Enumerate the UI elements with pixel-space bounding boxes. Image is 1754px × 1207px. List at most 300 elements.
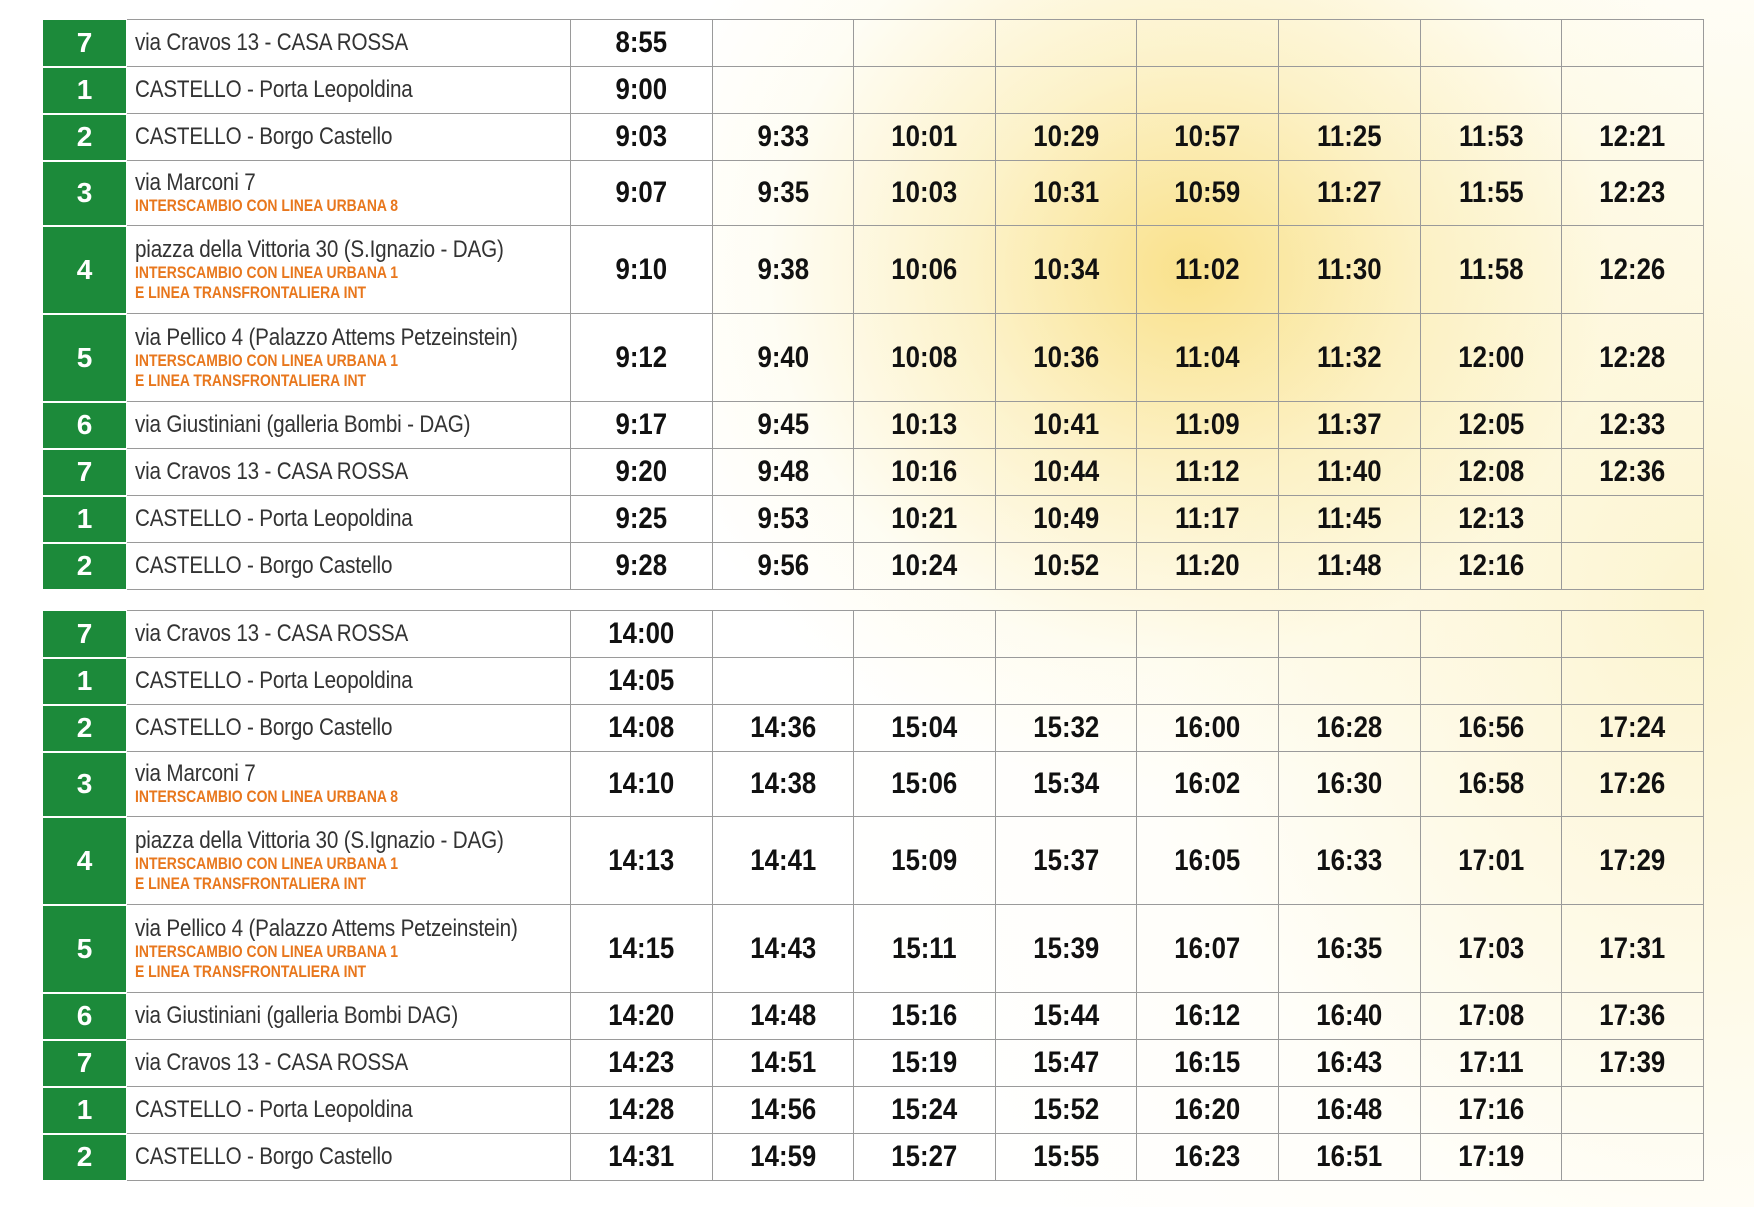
departure-time-cell [571, 496, 713, 543]
stop-cell [127, 658, 571, 705]
departure-time-cell [571, 993, 713, 1040]
table-row [43, 496, 1704, 543]
departure-time-cell [1278, 226, 1420, 314]
departure-time: 11:45 [1316, 502, 1382, 535]
timetable-morning-body [43, 20, 1704, 590]
departure-time-cell [712, 1040, 854, 1087]
departure-time: 16:30 [1316, 767, 1383, 800]
departure-time-cell [995, 817, 1137, 905]
departure-time: 11:27 [1316, 176, 1382, 209]
departure-time-cell [1420, 658, 1562, 705]
departure-time: 11:58 [1458, 252, 1524, 286]
departure-time-cell [854, 611, 996, 658]
departure-time: 17:39 [1599, 1046, 1666, 1079]
departure-time-cell [1278, 20, 1420, 67]
departure-time: 10:31 [1033, 176, 1100, 209]
stop-name: CASTELLO - Porta Leopoldina [135, 76, 413, 103]
departure-time-cell [712, 543, 854, 590]
stop-cell [127, 752, 571, 817]
departure-time-cell [995, 402, 1137, 449]
departure-time: 9:53 [757, 502, 809, 535]
table-row [43, 752, 1704, 817]
stop-name: via Giustiniani (galleria Bombi - DAG) [135, 411, 471, 438]
departure-time: 14:15 [608, 931, 675, 965]
departure-time: 16:51 [1316, 1140, 1383, 1173]
departure-time-cell [1562, 543, 1704, 590]
table-row [43, 1134, 1704, 1181]
departure-time: 9:10 [615, 252, 668, 286]
departure-time: 10:49 [1033, 502, 1100, 535]
departure-time: 10:41 [1033, 408, 1100, 441]
stop-number-badge: 5 [43, 314, 127, 402]
departure-time: 10:59 [1174, 176, 1241, 209]
departure-time-cell [571, 752, 713, 817]
departure-time: 11:09 [1175, 408, 1240, 441]
departure-time: 15:52 [1033, 1093, 1100, 1126]
departure-time: 11:30 [1316, 252, 1382, 286]
interchange-note: INTERSCAMBIO CON LINEA URBANA 1 [135, 853, 399, 873]
departure-time: 17:26 [1599, 767, 1666, 800]
stop-cell [127, 1134, 571, 1181]
departure-time: 11:20 [1175, 549, 1240, 582]
stop-number-badge: 4 [43, 226, 127, 314]
departure-time-cell [712, 226, 854, 314]
stop-number-badge: 1 [43, 496, 127, 543]
departure-time-cell [571, 611, 713, 658]
departure-time: 16:56 [1457, 711, 1524, 744]
departure-time-cell [1562, 161, 1704, 226]
stop-cell [127, 20, 571, 67]
stop-name: via Cravos 13 - CASA ROSSA [135, 458, 409, 485]
departure-time-cell [1278, 114, 1420, 161]
departure-time-cell [1278, 543, 1420, 590]
departure-time: 10:29 [1033, 120, 1100, 153]
departure-time-cell [571, 20, 713, 67]
departure-time-cell [1278, 496, 1420, 543]
departure-time: 16:28 [1316, 711, 1383, 744]
stop-cell [127, 449, 571, 496]
departure-time-cell [1278, 1134, 1420, 1181]
departure-time-cell [712, 993, 854, 1040]
table-row [43, 611, 1704, 658]
departure-time-cell [1137, 543, 1279, 590]
departure-time: 9:20 [615, 455, 668, 488]
departure-time: 10:16 [891, 455, 958, 488]
departure-time-cell [1137, 1087, 1279, 1134]
departure-time-cell [854, 1040, 996, 1087]
table-row [43, 705, 1704, 752]
departure-time-cell [571, 114, 713, 161]
table-row [43, 658, 1704, 705]
table-row [43, 402, 1704, 449]
departure-time-cell [1137, 114, 1279, 161]
departure-time: 14:23 [608, 1046, 675, 1079]
stop-name: via Pellico 4 (Palazzo Attems Petzeinstein) [135, 323, 518, 351]
departure-time: 17:19 [1457, 1140, 1524, 1173]
departure-time: 9:17 [615, 408, 668, 441]
departure-time: 17:16 [1457, 1093, 1524, 1126]
departure-time-cell [1420, 1087, 1562, 1134]
departure-time-cell [1137, 20, 1279, 67]
departure-time-cell [995, 905, 1137, 993]
departure-time: 12:16 [1457, 549, 1524, 582]
departure-time-cell [995, 314, 1137, 402]
table-row [43, 449, 1704, 496]
departure-time-cell [571, 658, 713, 705]
departure-time: 12:28 [1599, 340, 1666, 374]
stop-number-badge: 1 [43, 658, 127, 705]
departure-time-cell [1137, 1040, 1279, 1087]
table-row [43, 543, 1704, 590]
departure-time: 15:47 [1033, 1046, 1100, 1079]
departure-time-cell [1562, 752, 1704, 817]
departure-time-cell [1420, 449, 1562, 496]
departure-time: 8:55 [615, 26, 668, 59]
departure-time-cell [1420, 20, 1562, 67]
departure-time-cell [854, 752, 996, 817]
stop-name: via Giustiniani (galleria Bombi DAG) [135, 1002, 459, 1029]
stop-cell [127, 817, 571, 905]
departure-time: 16:07 [1174, 931, 1241, 965]
stop-cell [127, 161, 571, 226]
departure-time: 16:00 [1174, 711, 1241, 744]
departure-time: 16:05 [1174, 843, 1241, 877]
table-row [43, 20, 1704, 67]
departure-time-cell [995, 752, 1137, 817]
stop-number-badge: 1 [43, 67, 127, 114]
departure-time: 9:07 [615, 176, 668, 209]
departure-time-cell [995, 20, 1137, 67]
departure-time: 16:48 [1316, 1093, 1383, 1126]
table-row [43, 67, 1704, 114]
departure-time-cell [571, 402, 713, 449]
stop-number-badge: 2 [43, 543, 127, 590]
departure-time: 10:13 [891, 408, 958, 441]
departure-time-cell [712, 1134, 854, 1181]
departure-time: 10:06 [891, 252, 958, 286]
interchange-note: INTERSCAMBIO CON LINEA URBANA 1 [135, 350, 399, 370]
departure-time-cell [712, 658, 854, 705]
departure-time-cell [571, 314, 713, 402]
departure-time-cell [1137, 1134, 1279, 1181]
departure-time: 15:32 [1033, 711, 1100, 744]
departure-time-cell [1420, 1134, 1562, 1181]
departure-time: 15:55 [1033, 1140, 1100, 1173]
departure-time: 14:51 [749, 1046, 816, 1079]
departure-time: 10:08 [891, 340, 958, 374]
departure-time: 15:44 [1033, 999, 1100, 1032]
departure-time-cell [995, 543, 1137, 590]
departure-time-cell [1137, 449, 1279, 496]
departure-time-cell [995, 496, 1137, 543]
departure-time: 14:41 [749, 843, 816, 877]
departure-time: 9:25 [615, 502, 668, 535]
departure-time-cell [1137, 817, 1279, 905]
stop-cell [127, 496, 571, 543]
departure-time-cell [712, 161, 854, 226]
departure-time: 9:35 [757, 176, 809, 209]
departure-time-cell [1278, 402, 1420, 449]
stop-number-badge: 4 [43, 817, 127, 905]
departure-time: 10:03 [891, 176, 958, 209]
departure-time: 11:55 [1458, 176, 1524, 209]
departure-time: 15:04 [891, 711, 958, 744]
departure-time-cell [1562, 611, 1704, 658]
departure-time-cell [1278, 67, 1420, 114]
departure-time: 16:20 [1174, 1093, 1241, 1126]
departure-time-cell [1420, 993, 1562, 1040]
departure-time: 17:01 [1457, 843, 1524, 877]
departure-time: 14:59 [749, 1140, 816, 1173]
departure-time: 9:38 [757, 252, 809, 286]
departure-time-cell [571, 449, 713, 496]
departure-time-cell [1420, 314, 1562, 402]
departure-time-cell [1278, 905, 1420, 993]
departure-time-cell [1420, 226, 1562, 314]
stop-name: via Pellico 4 (Palazzo Attems Petzeinstein) [135, 914, 518, 942]
departure-time-cell [1278, 993, 1420, 1040]
departure-time: 15:16 [891, 999, 958, 1032]
departure-time-cell [571, 817, 713, 905]
interchange-note: INTERSCAMBIO CON LINEA URBANA 1 [135, 941, 399, 961]
departure-time-cell [571, 67, 713, 114]
departure-time-cell [1137, 67, 1279, 114]
departure-time-cell [712, 705, 854, 752]
departure-time-cell [1137, 658, 1279, 705]
departure-time: 12:26 [1599, 252, 1666, 286]
departure-time: 17:31 [1599, 931, 1666, 965]
stop-name: piazza della Vittoria 30 (S.Ignazio - DAG) [135, 235, 504, 263]
departure-time: 11:53 [1458, 120, 1524, 153]
stop-number-badge: 2 [43, 1134, 127, 1181]
interchange-note: INTERSCAMBIO CON LINEA URBANA 8 [135, 787, 399, 806]
departure-time-cell [1278, 314, 1420, 402]
departure-time-cell [712, 449, 854, 496]
departure-time: 11:25 [1316, 120, 1382, 153]
departure-time-cell [1562, 226, 1704, 314]
departure-time: 14:28 [608, 1093, 675, 1126]
departure-time-cell [854, 1087, 996, 1134]
departure-time-cell [1137, 905, 1279, 993]
departure-time-cell [1137, 314, 1279, 402]
departure-time: 10:24 [891, 549, 958, 582]
departure-time-cell [1562, 496, 1704, 543]
departure-time-cell [995, 705, 1137, 752]
departure-time: 14:20 [608, 999, 675, 1032]
departure-time-cell [1137, 496, 1279, 543]
timetable-morning [42, 19, 1704, 591]
departure-time: 14:31 [608, 1140, 675, 1173]
stop-number-badge: 5 [43, 905, 127, 993]
departure-time-cell [995, 993, 1137, 1040]
departure-time-cell [854, 1134, 996, 1181]
table-row [43, 226, 1704, 314]
stop-number-badge: 3 [43, 752, 127, 817]
departure-time: 10:57 [1174, 120, 1241, 153]
departure-time-cell [995, 161, 1137, 226]
departure-time-cell [1562, 705, 1704, 752]
stop-name: CASTELLO - Borgo Castello [135, 123, 393, 150]
departure-time-cell [1420, 752, 1562, 817]
departure-time: 11:48 [1316, 549, 1382, 582]
departure-time-cell [995, 1134, 1137, 1181]
stop-name: via Cravos 13 - CASA ROSSA [135, 620, 409, 647]
departure-time-cell [1420, 705, 1562, 752]
departure-time-cell [854, 67, 996, 114]
departure-time: 10:34 [1033, 252, 1100, 286]
departure-time: 11:37 [1316, 408, 1382, 441]
departure-time: 11:40 [1316, 455, 1382, 488]
departure-time-cell [571, 705, 713, 752]
departure-time-cell [854, 993, 996, 1040]
stop-name: CASTELLO - Porta Leopoldina [135, 1096, 413, 1123]
stop-number-badge: 7 [43, 1040, 127, 1087]
departure-time: 17:11 [1458, 1046, 1524, 1079]
stop-number-badge: 2 [43, 114, 127, 161]
stop-cell [127, 993, 571, 1040]
departure-time-cell [1278, 611, 1420, 658]
interchange-note: INTERSCAMBIO CON LINEA URBANA 8 [135, 196, 399, 215]
departure-time: 16:12 [1174, 999, 1241, 1032]
departure-time-cell [995, 1087, 1137, 1134]
departure-time: 16:23 [1174, 1140, 1241, 1173]
departure-time: 12:21 [1599, 120, 1666, 153]
departure-time-cell [854, 402, 996, 449]
departure-time-cell [854, 543, 996, 590]
departure-time-cell [1420, 67, 1562, 114]
interchange-note: INTERSCAMBIO CON LINEA URBANA 1 [135, 262, 399, 282]
departure-time-cell [1278, 449, 1420, 496]
stop-cell [127, 1087, 571, 1134]
departure-time-cell [854, 905, 996, 993]
departure-time-cell [571, 905, 713, 993]
departure-time: 9:12 [615, 340, 668, 374]
departure-time-cell [571, 226, 713, 314]
stop-cell [127, 114, 571, 161]
departure-time: 12:00 [1457, 340, 1524, 374]
departure-time-cell [854, 658, 996, 705]
table-row [43, 817, 1704, 905]
departure-time: 9:28 [615, 549, 668, 582]
stop-name: CASTELLO - Porta Leopoldina [135, 667, 413, 694]
departure-time: 14:43 [749, 931, 816, 965]
departure-time: 9:40 [757, 340, 809, 374]
departure-time-cell [1137, 752, 1279, 817]
departure-time: 14:05 [608, 664, 675, 697]
departure-time: 14:10 [608, 767, 675, 800]
stop-cell [127, 611, 571, 658]
departure-time: 14:00 [608, 617, 675, 650]
stop-cell [127, 402, 571, 449]
timetable-afternoon-body [43, 611, 1704, 1181]
departure-time: 12:05 [1457, 408, 1524, 441]
departure-time-cell [571, 1134, 713, 1181]
stop-number-badge: 2 [43, 705, 127, 752]
departure-time: 14:38 [749, 767, 816, 800]
departure-time: 9:33 [757, 120, 809, 153]
departure-time: 11:17 [1175, 502, 1240, 535]
departure-time: 11:04 [1175, 340, 1240, 374]
departure-time-cell [712, 905, 854, 993]
departure-time: 9:48 [757, 455, 809, 488]
departure-time-cell [1137, 402, 1279, 449]
stop-name: CASTELLO - Porta Leopoldina [135, 505, 413, 532]
departure-time-cell [1562, 67, 1704, 114]
stop-number-badge: 7 [43, 449, 127, 496]
departure-time: 15:19 [891, 1046, 958, 1079]
stop-name: CASTELLO - Borgo Castello [135, 1143, 393, 1170]
departure-time-cell [1137, 161, 1279, 226]
departure-time-cell [854, 449, 996, 496]
departure-time: 9:00 [615, 73, 668, 106]
stop-name: via Marconi 7 [135, 169, 256, 196]
departure-time: 15:11 [892, 931, 957, 965]
departure-time-cell [712, 114, 854, 161]
departure-time: 12:23 [1599, 176, 1666, 209]
departure-time-cell [1137, 226, 1279, 314]
departure-time-cell [854, 817, 996, 905]
departure-time: 16:35 [1316, 931, 1383, 965]
departure-time-cell [1420, 1040, 1562, 1087]
departure-time-cell [1562, 449, 1704, 496]
departure-time-cell [1420, 496, 1562, 543]
departure-time-cell [1278, 1040, 1420, 1087]
stop-cell [127, 314, 571, 402]
departure-time-cell [1137, 993, 1279, 1040]
departure-time: 9:03 [615, 120, 668, 153]
departure-time-cell [1562, 314, 1704, 402]
stop-name: via Cravos 13 - CASA ROSSA [135, 1049, 409, 1076]
table-row [43, 905, 1704, 993]
departure-time: 15:34 [1033, 767, 1100, 800]
table-row [43, 314, 1704, 402]
departure-time: 10:21 [891, 502, 958, 535]
table-row [43, 993, 1704, 1040]
departure-time: 10:44 [1033, 455, 1100, 488]
stop-number-badge: 6 [43, 402, 127, 449]
interchange-note: E LINEA TRANSFRONTALIERA INT [135, 282, 367, 302]
departure-time: 9:45 [757, 408, 809, 441]
departure-time-cell [995, 611, 1137, 658]
departure-time-cell [1420, 402, 1562, 449]
departure-time: 14:08 [608, 711, 675, 744]
departure-time-cell [1562, 1134, 1704, 1181]
departure-time-cell [1562, 658, 1704, 705]
departure-time-cell [1278, 1087, 1420, 1134]
departure-time-cell [712, 67, 854, 114]
departure-time: 11:32 [1316, 340, 1382, 374]
stop-number-badge: 3 [43, 161, 127, 226]
departure-time-cell [1420, 611, 1562, 658]
departure-time-cell [1562, 114, 1704, 161]
departure-time-cell [712, 817, 854, 905]
departure-time-cell [995, 226, 1137, 314]
departure-time-cell [1420, 161, 1562, 226]
stop-cell [127, 67, 571, 114]
departure-time-cell [712, 1087, 854, 1134]
departure-time-cell [712, 314, 854, 402]
departure-time-cell [1562, 905, 1704, 993]
departure-time-cell [1420, 114, 1562, 161]
departure-time: 16:02 [1174, 767, 1241, 800]
table-row [43, 114, 1704, 161]
departure-time-cell [854, 114, 996, 161]
departure-time-cell [571, 1087, 713, 1134]
departure-time-cell [995, 67, 1137, 114]
table-row [43, 1087, 1704, 1134]
departure-time-cell [854, 161, 996, 226]
stop-name: via Marconi 7 [135, 760, 256, 787]
